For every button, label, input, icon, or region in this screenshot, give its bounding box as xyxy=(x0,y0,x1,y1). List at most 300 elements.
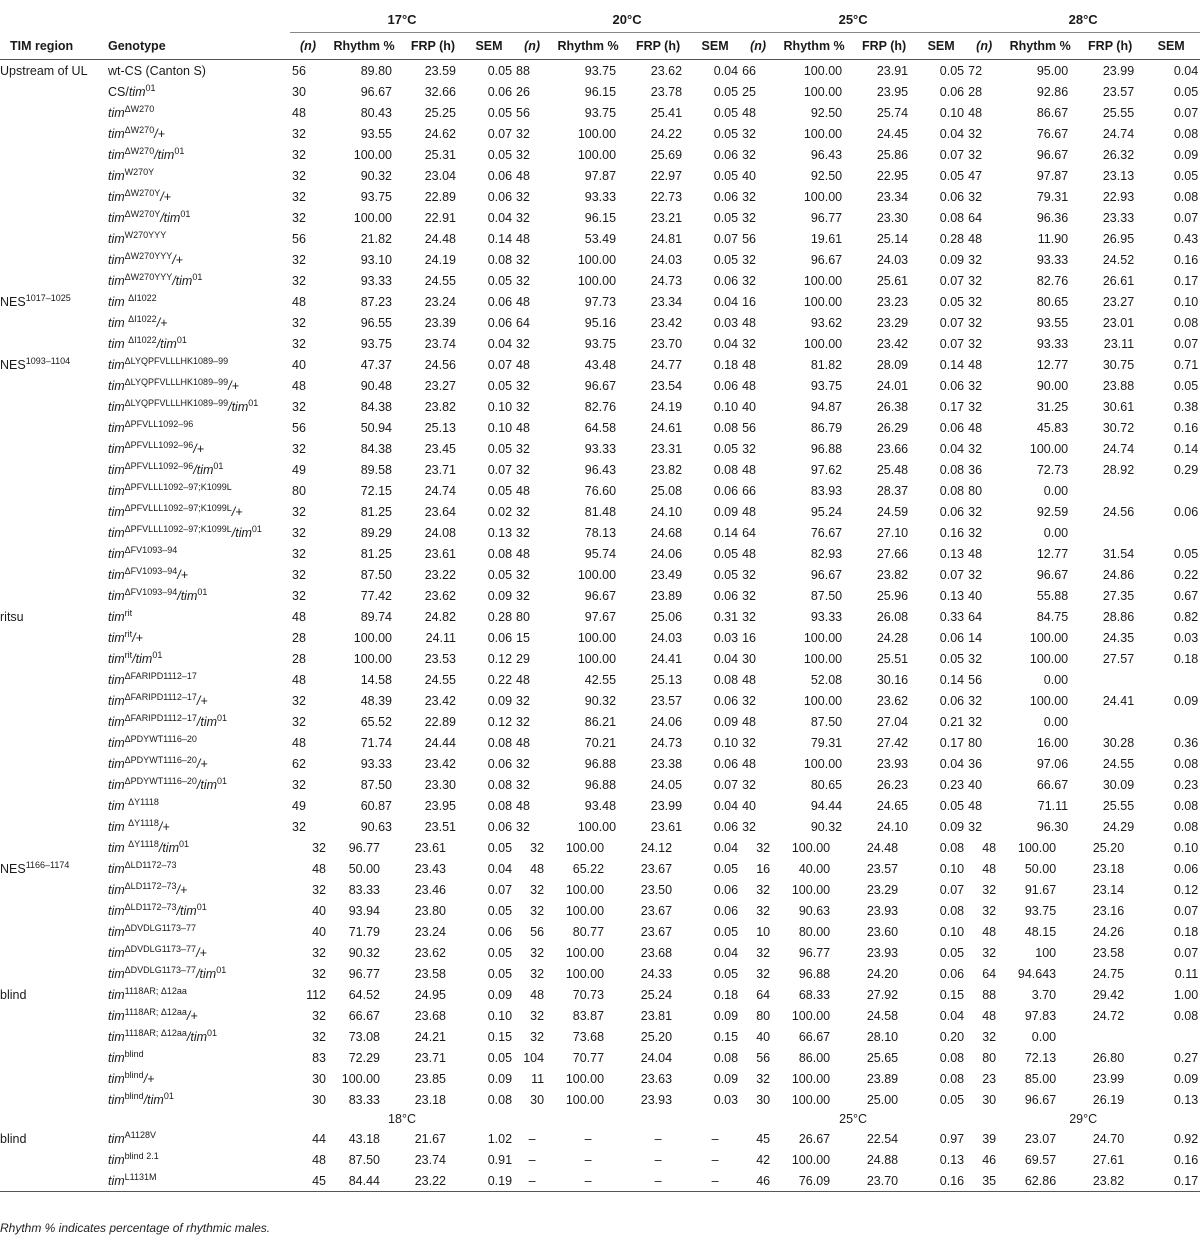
n-cell: 48 xyxy=(968,105,983,120)
rhythm-cell: 66.67 xyxy=(348,1008,380,1023)
rhythm-cell: 76.09 xyxy=(776,1170,852,1192)
n-cell: 48 xyxy=(982,861,997,876)
n-cell: 32 xyxy=(516,693,530,708)
sem-cell: 0.10 xyxy=(939,861,965,876)
n-cell: 32 xyxy=(982,903,997,918)
n-cell: 32 xyxy=(516,462,530,477)
n-cell: 32 xyxy=(292,168,306,183)
frp-cell: 23.85 xyxy=(414,1071,446,1086)
rhythm-cell: 43.48 xyxy=(584,357,617,372)
table-row xyxy=(0,564,1200,585)
n-cell: 23 xyxy=(982,1071,997,1086)
sem-cell: 0.04 xyxy=(713,294,739,309)
frp-cell: 24.03 xyxy=(650,252,683,267)
sem-cell: 0.08 xyxy=(713,1050,739,1065)
frp-cell: 24.44 xyxy=(424,735,456,750)
rhythm-cell: 100.00 xyxy=(1017,840,1057,855)
n-cell: 30 xyxy=(292,84,306,99)
rhythm-cell: 100.00 xyxy=(353,651,392,666)
n-cell: 48 xyxy=(312,1152,326,1167)
frp-cell: 24.08 xyxy=(424,525,456,540)
rhythm-cell: 100.00 xyxy=(791,1008,831,1023)
sem-cell: 0.05 xyxy=(939,1092,965,1107)
tim-region-cell xyxy=(0,396,104,417)
rhythm-cell: 48.39 xyxy=(360,693,392,708)
sem-cell: 0.14 xyxy=(487,231,513,246)
sem-cell xyxy=(1142,711,1200,732)
sem-cell: 0.71 xyxy=(1173,357,1199,372)
rhythm-cell: 0.00 xyxy=(1031,1029,1057,1044)
rhythm-cell: 50.00 xyxy=(348,861,380,876)
sem-cell: 0.09 xyxy=(487,987,513,1002)
genotype-cell: tim $^{\Delta Y1118}$/+ xyxy=(108,817,170,834)
sem-cell: 0.08 xyxy=(939,210,965,225)
table-row xyxy=(0,123,1200,144)
n-cell: 32 xyxy=(312,945,326,960)
rhythm-cell: 93.33 xyxy=(1036,336,1069,351)
sem-cell: 0.82 xyxy=(1173,609,1199,624)
n-cell: 32 xyxy=(312,1008,326,1023)
tim-region-cell xyxy=(0,774,104,795)
rhythm-cell: 100.00 xyxy=(791,1092,831,1107)
frp-cell: 23.31 xyxy=(650,441,683,456)
table-row xyxy=(0,417,1200,438)
frp-cell: 24.48 xyxy=(424,231,456,246)
rhythm-cell: 84.75 xyxy=(1036,609,1069,624)
frp-cell: 23.91 xyxy=(876,63,909,78)
sem-cell: 0.06 xyxy=(487,168,513,183)
rhythm-cell: 72.15 xyxy=(360,483,392,498)
genotype-cell: tim$^{\Delta W270}$/+ xyxy=(108,124,165,141)
rhythm-cell: 82.76 xyxy=(584,399,617,414)
tim-region-cell: $NES^{1093-1104}$ xyxy=(0,355,71,372)
sem-cell xyxy=(1142,1026,1200,1047)
frp-cell: 23.89 xyxy=(866,1071,899,1086)
sem-cell: 0.04 xyxy=(487,861,513,876)
rhythm-cell: 84.44 xyxy=(326,1170,402,1192)
frp-cell: 23.67 xyxy=(640,903,673,918)
n-cell: 30 xyxy=(742,651,756,666)
n-cell: 32 xyxy=(516,777,530,792)
rhythm-cell: 87.50 xyxy=(360,777,392,792)
frp-cell: 23.88 xyxy=(1102,378,1135,393)
n-cell: 40 xyxy=(292,357,306,372)
frp-cell: 26.08 xyxy=(876,609,909,624)
n-cell: 32 xyxy=(968,504,983,519)
frp-cell: 27.42 xyxy=(876,735,909,750)
sem-cell: 0.07 xyxy=(487,882,513,897)
frp-cell: 23.99 xyxy=(650,798,683,813)
sem-cell: 0.05 xyxy=(713,924,739,939)
frp-cell: 26.61 xyxy=(1102,273,1135,288)
frp-cell: 24.59 xyxy=(876,504,909,519)
table-row xyxy=(0,900,1200,921)
tim-region-cell xyxy=(0,312,104,333)
rhythm-cell: 93.94 xyxy=(348,903,380,918)
sem-cell: 0.16 xyxy=(1173,1152,1199,1167)
rhythm-cell: 97.73 xyxy=(584,294,617,309)
sem-cell: 0.05 xyxy=(939,63,965,78)
n-cell: 16 xyxy=(742,294,756,309)
table-row xyxy=(0,1149,1200,1170)
frp-cell: 30.28 xyxy=(1102,735,1135,750)
genotype-cell: tim$^{\Delta FARIPD1112-17}$/tim$^{01}$ xyxy=(108,712,228,729)
frp-cell: 25.48 xyxy=(876,462,909,477)
sem-cell: 0.13 xyxy=(939,546,965,561)
n-cell: 32 xyxy=(756,903,771,918)
rhythm-cell: 100.00 xyxy=(803,126,843,141)
frp-cell: 23.58 xyxy=(1092,945,1125,960)
n-cell: 48 xyxy=(292,609,306,624)
tim-region-cell xyxy=(0,1068,104,1089)
rhythm-cell: 100.00 xyxy=(353,630,392,645)
frp-cell: 24.22 xyxy=(650,126,683,141)
genotype-cell: tim$^{\Delta PDYWT1116-20}$/tim$^{01}$ xyxy=(108,775,228,792)
n-cell: 32 xyxy=(968,315,983,330)
frp-cell: 23.30 xyxy=(424,777,456,792)
n-cell: 11 xyxy=(531,1071,545,1086)
sem-cell: 0.97 xyxy=(939,1131,965,1146)
n-cell: 32 xyxy=(516,819,530,834)
rhythm-cell: 31.25 xyxy=(1036,399,1069,414)
frp-cell: 23.74 xyxy=(414,1152,446,1167)
tim-region-cell xyxy=(0,837,104,858)
rhythm-cell: 93.75 xyxy=(810,378,843,393)
blind2-temp-header: 29°C xyxy=(1069,1112,1098,1126)
sem-cell: 0.10 xyxy=(713,735,739,750)
table-row xyxy=(0,228,1200,249)
sem-cell: 0.05 xyxy=(487,105,513,120)
rhythm-cell: 90.32 xyxy=(348,945,380,960)
n-cell: 32 xyxy=(742,147,756,162)
frp-cell: 23.89 xyxy=(650,588,683,603)
table-row xyxy=(0,984,1200,1005)
sem-cell: 0.08 xyxy=(939,1050,965,1065)
n-cell: 49 xyxy=(292,462,306,477)
n-cell: 46 xyxy=(740,1170,776,1192)
rhythm-cell: 100.00 xyxy=(565,945,605,960)
frp-cell: – xyxy=(654,1152,662,1167)
rhythm-cell: 96.67 xyxy=(1036,147,1069,162)
rhythm-cell: 96.43 xyxy=(810,147,843,162)
rhythm-cell: 70.21 xyxy=(584,735,617,750)
rhythm-cell: 96.67 xyxy=(810,252,843,267)
table-row xyxy=(0,522,1200,543)
sem-cell: 0.18 xyxy=(1173,651,1199,666)
tim-region-cell xyxy=(0,963,104,984)
sem-cell: 0.04 xyxy=(939,126,965,141)
tim-region-cell xyxy=(0,501,104,522)
n-cell: 48 xyxy=(742,378,756,393)
blind2-temp-header xyxy=(514,1110,740,1128)
rhythm-cell: 100.00 xyxy=(577,126,617,141)
frp-cell: 23.29 xyxy=(876,315,909,330)
rhythm-cell: – xyxy=(584,1131,592,1146)
n-cell: 40 xyxy=(312,924,326,939)
frp-cell: 23.74 xyxy=(424,336,456,351)
n-cell: 32 xyxy=(742,273,756,288)
sem-cell: 1.02 xyxy=(487,1131,513,1146)
sem-cell: 0.05 xyxy=(939,945,965,960)
rhythm-cell: 100.00 xyxy=(577,819,617,834)
rhythm-cell: 76.67 xyxy=(810,525,843,540)
rhythm-cell: 93.33 xyxy=(360,756,392,771)
rhythm-cell: 89.29 xyxy=(360,525,392,540)
rhythm-cell: 95.24 xyxy=(810,504,843,519)
rhythm-cell: 40.00 xyxy=(798,861,831,876)
sem-cell: 0.03 xyxy=(713,1092,739,1107)
genotype-cell: tim$^{\Delta W270}$/tim$^{01}$ xyxy=(108,145,185,162)
frp-cell xyxy=(1078,1026,1142,1047)
tim-region-cell xyxy=(0,1170,104,1192)
n-cell: 40 xyxy=(742,399,756,414)
n-cell: 64 xyxy=(756,987,771,1002)
sem-cell: 0.91 xyxy=(487,1152,513,1167)
tim-region-cell xyxy=(0,480,104,501)
frp-cell: 23.63 xyxy=(640,1071,673,1086)
n-cell: 32 xyxy=(516,441,530,456)
table-row xyxy=(0,354,1200,375)
sem-cell: 0.18 xyxy=(1173,924,1199,939)
frp-cell xyxy=(1078,480,1142,501)
rhythm-cell: 100.00 xyxy=(577,630,617,645)
frp-cell: 24.81 xyxy=(650,231,683,246)
sem-cell: – xyxy=(690,1170,740,1192)
frp-cell: 24.21 xyxy=(414,1029,446,1044)
n-cell: 48 xyxy=(982,924,997,939)
frp-cell: 24.33 xyxy=(640,966,673,981)
n-cell: 16 xyxy=(756,861,771,876)
tim-region-header: TIM region xyxy=(0,33,104,60)
n-cell: 40 xyxy=(742,798,756,813)
genotype-cell: wt-CS (Canton S) xyxy=(108,63,206,78)
n-cell: 48 xyxy=(742,315,756,330)
n-cell: 32 xyxy=(742,735,756,750)
n-cell: 42 xyxy=(756,1152,771,1167)
frp-cell: 22.73 xyxy=(650,189,683,204)
table-row xyxy=(0,1005,1200,1026)
n-cell: 32 xyxy=(292,819,306,834)
rhythm-cell: 84.38 xyxy=(360,441,392,456)
table-row xyxy=(0,501,1200,522)
frp-cell: 24.35 xyxy=(1102,630,1135,645)
n-cell: 48 xyxy=(516,735,530,750)
frp-cell: 24.82 xyxy=(424,609,456,624)
rhythm-cell: 80.00 xyxy=(798,924,831,939)
n-cell: 48 xyxy=(312,861,326,876)
frp-cell: 23.01 xyxy=(1102,315,1135,330)
frp-cell: 23.68 xyxy=(640,945,673,960)
n-cell: 32 xyxy=(968,273,983,288)
sem-cell: 0.16 xyxy=(1173,420,1199,435)
table-row xyxy=(0,606,1200,627)
sem-cell: 0.06 xyxy=(487,819,513,834)
frp-cell: 23.24 xyxy=(414,924,446,939)
sem-cell: 0.04 xyxy=(939,1008,965,1023)
genotype-cell: tim$^{\Delta W270YYY}$/+ xyxy=(108,250,183,267)
frp-cell: 24.04 xyxy=(640,1050,673,1065)
n-cell: 32 xyxy=(516,189,530,204)
n-cell: 30 xyxy=(312,1092,326,1107)
sem-cell: 0.08 xyxy=(1173,126,1199,141)
n-cell: 35 xyxy=(966,1170,1002,1192)
frp-cell: 25.65 xyxy=(866,1050,899,1065)
frp-cell: 26.19 xyxy=(1092,1092,1125,1107)
n-cell: 80 xyxy=(292,483,306,498)
sem-cell: 0.07 xyxy=(1173,210,1199,225)
n-cell: 32 xyxy=(742,609,756,624)
rhythm-cell: 100.00 xyxy=(803,84,843,99)
frp-cell: 32.66 xyxy=(424,84,456,99)
rhythm-cell: 79.31 xyxy=(810,735,843,750)
frp-cell: 26.29 xyxy=(876,420,909,435)
n-cell: 32 xyxy=(516,210,530,225)
rhythm-cell: 100.00 xyxy=(803,273,843,288)
frp-cell: 27.92 xyxy=(866,987,899,1002)
n-cell: 32 xyxy=(312,840,326,855)
frp-cell: 23.82 xyxy=(650,462,683,477)
rhythm-cell: 97.06 xyxy=(1036,756,1069,771)
sem-cell: 0.06 xyxy=(713,588,739,603)
sem-cell: 0.16 xyxy=(916,1170,966,1192)
n-cell: 28 xyxy=(968,84,983,99)
genotype-cell: tim$^{\Delta LYQPFVLLLHK1089-99}$ xyxy=(108,355,229,372)
genotype-cell: tim $^{\Delta I1022}$ xyxy=(108,292,157,309)
rhythm-cell: 72.73 xyxy=(1036,462,1069,477)
frp-cell: 23.58 xyxy=(414,966,446,981)
sem-header: SEM xyxy=(916,33,966,60)
n-cell: 16 xyxy=(742,630,756,645)
frp-cell: 25.13 xyxy=(650,672,683,687)
frp-cell: 24.61 xyxy=(650,420,683,435)
n-cell: 32 xyxy=(530,903,545,918)
rhythm-cell: 100.00 xyxy=(577,273,617,288)
frp-cell: 25.20 xyxy=(640,1029,673,1044)
frp-cell: 24.48 xyxy=(866,840,899,855)
rhythm-cell: 71.11 xyxy=(1037,798,1069,813)
sem-cell: 0.07 xyxy=(939,147,965,162)
frp-cell: 24.06 xyxy=(650,714,683,729)
sem-cell: 0.07 xyxy=(939,882,965,897)
sem-cell: 0.08 xyxy=(487,252,513,267)
table-row xyxy=(0,480,1200,501)
sem-cell: 0.14 xyxy=(939,357,965,372)
tim-region-cell xyxy=(0,270,104,291)
sem-cell: 0.09 xyxy=(1173,1071,1199,1086)
tim-region-cell: blind xyxy=(0,987,27,1002)
table-row xyxy=(0,753,1200,774)
frp-cell: 25.55 xyxy=(1102,798,1135,813)
sem-cell: 0.08 xyxy=(939,840,965,855)
n-cell: 46 xyxy=(982,1152,997,1167)
table-row xyxy=(0,312,1200,333)
frp-cell: 23.82 xyxy=(1078,1170,1142,1192)
n-cell: 48 xyxy=(292,294,306,309)
table-row xyxy=(0,774,1200,795)
temp-header-17: 17°C xyxy=(290,0,514,33)
n-cell: 48 xyxy=(742,105,756,120)
tim-region-cell xyxy=(0,1089,104,1110)
rhythm-cell: 77.42 xyxy=(360,588,392,603)
rhythm-cell: 100.00 xyxy=(577,567,617,582)
frp-cell: 22.93 xyxy=(1102,189,1135,204)
frp-cell: 24.41 xyxy=(650,651,683,666)
sem-cell: 0.04 xyxy=(713,651,739,666)
rhythm-cell: 87.50 xyxy=(360,567,392,582)
sem-cell: 0.04 xyxy=(713,336,739,351)
frp-cell: 23.68 xyxy=(414,1008,446,1023)
frp-cell: 25.06 xyxy=(650,609,683,624)
n-cell: 32 xyxy=(968,294,983,309)
n-cell: 14 xyxy=(968,630,983,645)
tim-region-cell xyxy=(0,753,104,774)
table-row xyxy=(0,942,1200,963)
frp-cell: 23.21 xyxy=(650,210,683,225)
n-cell: 48 xyxy=(968,420,983,435)
rhythm-cell: 65.52 xyxy=(360,714,392,729)
n-cell: 32 xyxy=(516,399,530,414)
rhythm-cell: 96.67 xyxy=(584,588,617,603)
rhythm-cell: 94.87 xyxy=(810,399,843,414)
frp-cell: 25.61 xyxy=(876,273,909,288)
sem-cell: 0.17 xyxy=(939,735,965,750)
n-cell: 25 xyxy=(742,84,756,99)
frp-cell: 27.61 xyxy=(1092,1152,1125,1167)
rhythm-cell: 21.82 xyxy=(360,231,392,246)
rhythm-cell: 100 xyxy=(1035,945,1057,960)
sem-cell: 0.13 xyxy=(939,588,965,603)
sem-cell: 0.07 xyxy=(713,777,739,792)
rhythm-cell: 64.58 xyxy=(584,420,617,435)
genotype-cell: tim$^{\Delta FV1093-94}$/+ xyxy=(108,565,189,582)
n-cell: 32 xyxy=(968,819,983,834)
tim-region-cell xyxy=(0,879,104,900)
frp-cell: 23.71 xyxy=(424,462,456,477)
frp-cell: 24.73 xyxy=(650,273,683,288)
tim-region-cell xyxy=(0,585,104,606)
n-cell: 32 xyxy=(516,756,530,771)
rhythm-cell: 100.00 xyxy=(803,189,843,204)
n-cell: 32 xyxy=(968,441,983,456)
frp-cell: 22.97 xyxy=(650,168,683,183)
tim-region-cell xyxy=(0,669,104,690)
n-cell: 32 xyxy=(968,336,983,351)
n-cell: 32 xyxy=(968,651,983,666)
rhythm-cell: 93.33 xyxy=(360,273,392,288)
frp-cell: 24.62 xyxy=(424,126,456,141)
frp-cell: 23.62 xyxy=(414,945,446,960)
frp-cell: 23.62 xyxy=(650,63,683,78)
frp-cell: 24.06 xyxy=(650,546,683,561)
genotype-cell: tim$^{\Delta FARIPD1112-17}$ xyxy=(108,670,197,687)
sem-cell: 0.06 xyxy=(713,483,739,498)
rhythm-cell: 23.07 xyxy=(1024,1131,1057,1146)
sem-cell: 0.10 xyxy=(1173,840,1199,855)
genotype-cell: tim$^{\Delta W270Y}$/+ xyxy=(108,187,171,204)
frp-cell: 26.80 xyxy=(1092,1050,1125,1065)
sem-cell: 0.27 xyxy=(1173,1050,1199,1065)
frp-cell: 23.50 xyxy=(640,882,673,897)
frp-cell: 23.16 xyxy=(1092,903,1125,918)
sem-cell: 0.06 xyxy=(713,147,739,162)
frp-cell: 23.33 xyxy=(1102,210,1135,225)
tim-region-cell xyxy=(0,228,104,249)
sem-cell: 0.08 xyxy=(1173,756,1199,771)
sem-cell: 0.08 xyxy=(939,483,965,498)
n-cell: 30 xyxy=(756,1092,771,1107)
n-cell: 32 xyxy=(982,945,997,960)
frp-cell: 23.13 xyxy=(1102,168,1135,183)
